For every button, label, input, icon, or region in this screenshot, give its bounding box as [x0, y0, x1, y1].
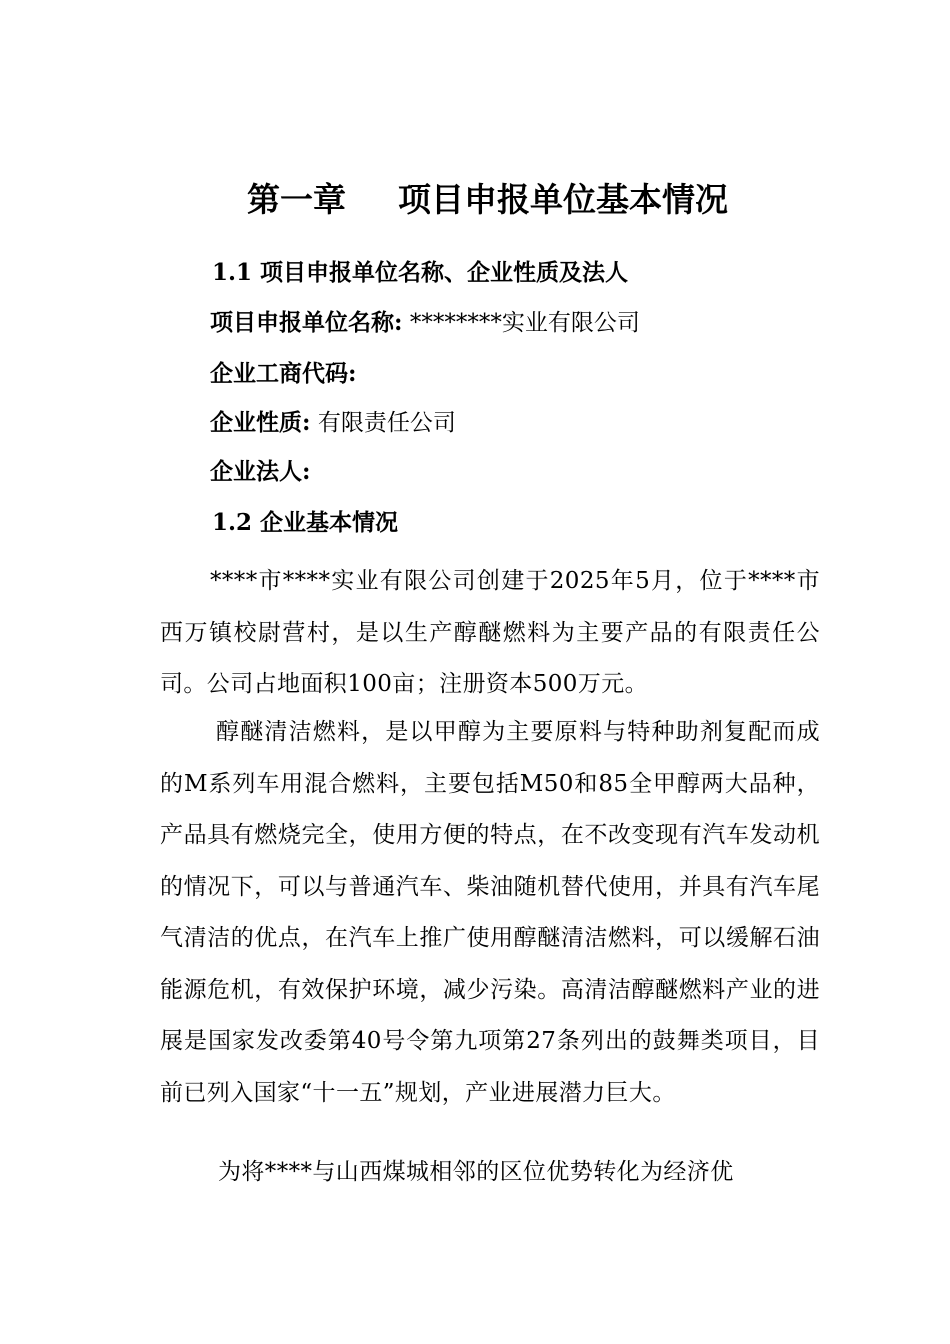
field-value: ********实业有限公司 — [409, 310, 640, 336]
field-label: 企业工商代码: — [210, 360, 357, 387]
field-label: 企业性质: — [210, 409, 311, 436]
chapter-number: 第一章 — [247, 180, 346, 219]
field-applicant-name — [210, 306, 640, 340]
chapter-title — [0, 172, 950, 228]
field-legal-person — [210, 455, 311, 489]
field-label: 企业法人: — [210, 458, 311, 485]
field-label: 项目申报单位名称: — [210, 309, 403, 336]
section-heading-1-1: 1.1 项目申报单位名称、企业性质及法人 — [212, 259, 629, 286]
body-paragraph: ****市****实业有限公司创建于2025年5月，位于****市西万镇校尉营村，是以生产醇醚燃料为主要产品的有限责任公司。公司占地面积100亩；注册资本500万元。 — [160, 568, 820, 697]
chapter-name: 项目申报单位基本情况 — [398, 180, 728, 219]
section-heading-1-2: 1.2 企业基本情况 — [212, 509, 399, 536]
field-value: 有限责任公司 — [317, 410, 456, 436]
body-paragraph: 醇醚清洁燃料，是以甲醇为主要原料与特种助剂复配而成的M系列车用混合燃料，主要包括M50和85全甲醇两大品种，产品具有燃烧完全，使用方便的特点，在不改变现有汽车发动机的情况下，可以与普通汽车、柴油随机替代使用，并具有汽车尾气清洁的优点，在汽车上推广使用醇醚清洁燃料，可以缓解石油能源危机，有效保护环境，减少污染。高清洁醇醚燃料产业的进展是国家发改委第40号令第九项第27条列出的鼓舞类项目，目前已列入国家“十一五”规划，产业进展潜力巨大。 — [160, 719, 820, 1106]
field-enterprise-type — [210, 406, 456, 440]
field-business-code — [210, 357, 357, 391]
body-paragraph: 为将****与山西煤城相邻的区位优势转化为经济优 — [218, 1159, 734, 1185]
